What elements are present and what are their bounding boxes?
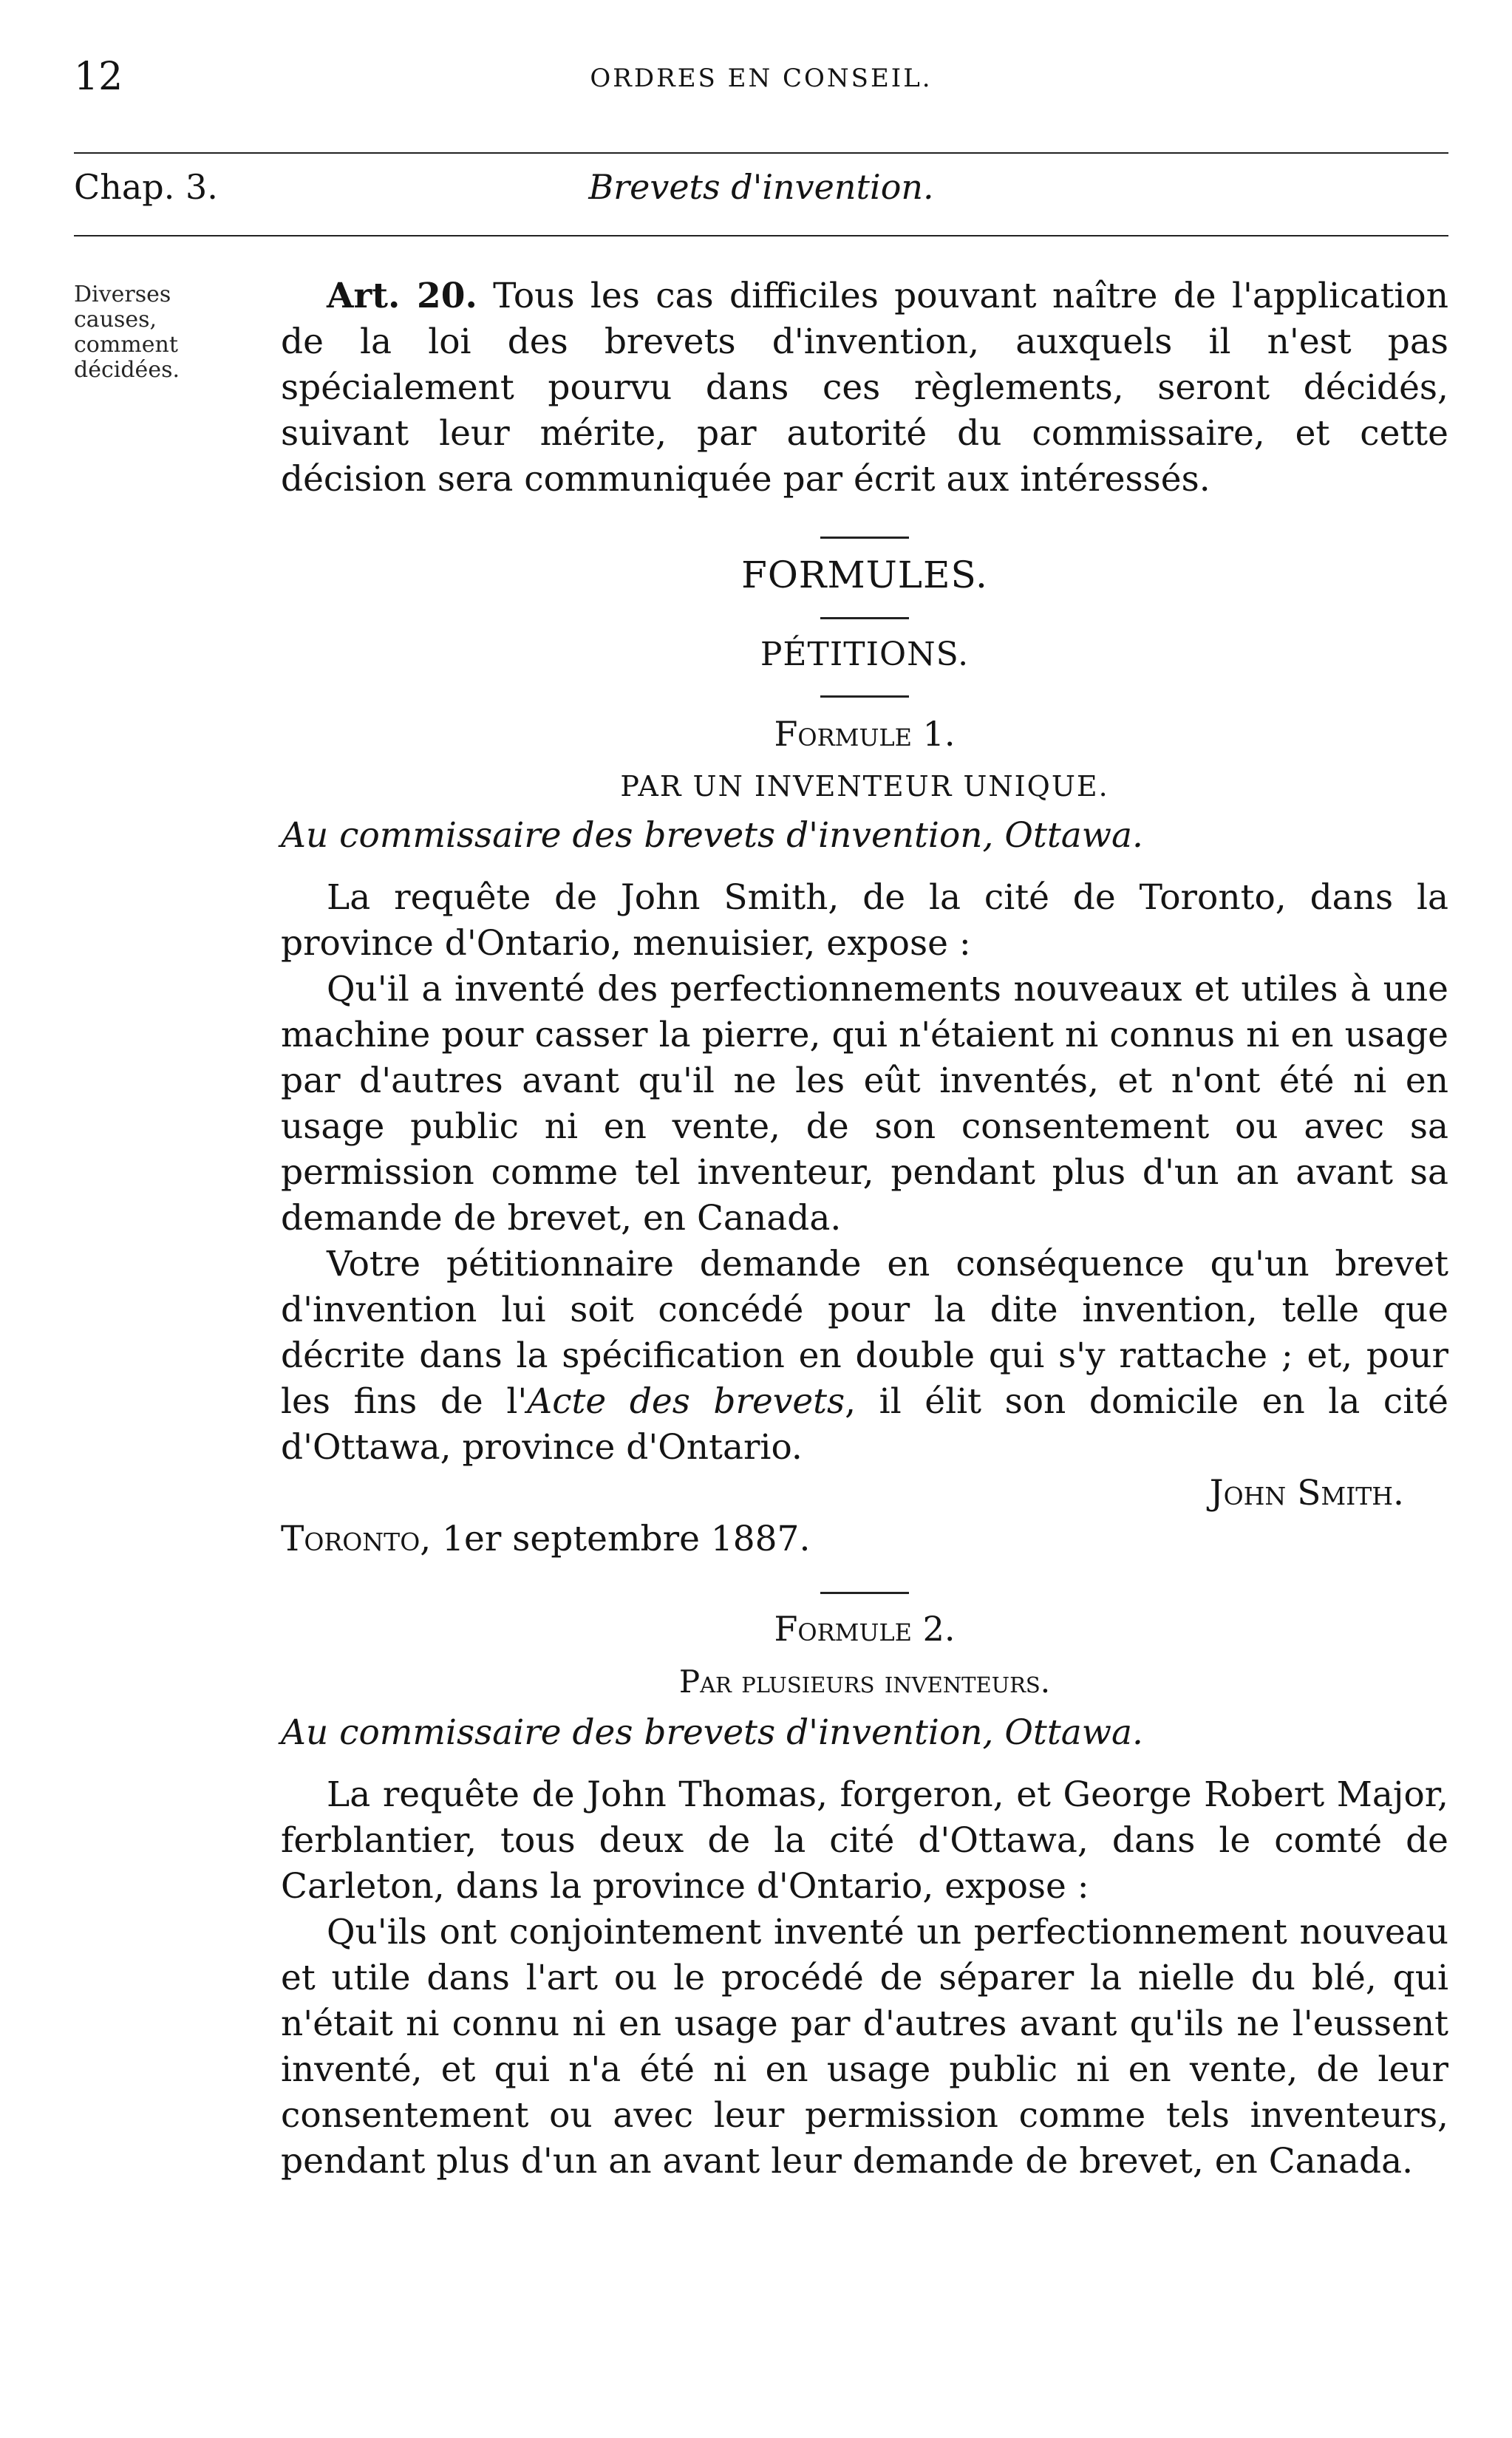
divider-1 [820,537,909,539]
formule-1-para-2: Qu'il a inventé des perfectionnements nouveaux et utiles à une machine pour casser la pierre, qui n'étaient ni connus ni en usage par d'autres avant qu'il ne les eût inventés, et n'ont été ni en usage public ni en vente, de son consentement ou avec sa permission comme tel inventeur, pendant plus d'un an avant sa demande de brevet, en Canada. [281,969,1448,1239]
header-rule-top [74,152,1448,154]
formule-2-para-2: Qu'ils ont conjointement inventé un perfectionnement nouveau et utile dans l'art ou le procédé de séparer la nielle du blé, qui n'était ni connu ni en usage par d'autres avant qu'ils ne l'eussent inventé, et qui n'a été ni en usage public ni en vente, de leur consentement ou avec leur permission comme tels inventeurs, pendant plus d'un an avant leur demande de brevet, en Canada. [281,1912,1448,2182]
formules-heading: FORMULES. [741,554,988,596]
divider-4 [820,1592,909,1594]
margin-note: Diverses causes, comment décidées. [74,282,180,383]
formule-1-title: Formule 1. [774,714,956,754]
chapter-line [74,167,1448,211]
formule-2-para-1: La requête de John Thomas, forgeron, et George Robert Major, ferblantier, tous deux de la cité d'Ottawa, dans le comté de Carleton, dans la province d'Ontario, expose : [281,1774,1448,1907]
page-number: 12 [74,55,123,99]
date-rest: , 1er septembre 1887. [420,1519,811,1559]
formule-1-signature: John Smith. [1209,1473,1404,1513]
petitions-heading: PÉTITIONS. [760,636,970,673]
divider-3 [820,695,909,698]
divider-2 [820,617,909,619]
article-text: Tous les cas difficiles pouvant naître de l'application de la loi des brevets d'invention, auxquels il n'est pas spécialement pourvu dans ces règlements, seront décidés, suivant leur mérite, par autorité du commissaire, et cette décision sera communiquée par écrit aux intéressés. [281,276,1448,500]
formule-1-para-3-a: Votre pétitionnaire demande en conséquence qu'un brevet d'invention lui soit concédé pour la dite invention, telle que décrite dans la spécification en double qui s'y rattache ; et, pour les fins de l' [281,1244,1448,1422]
formule-2-address: Au commissaire des brevets d'invention, Ottawa. [281,1712,1143,1753]
formule-1-subtitle: PAR UN INVENTEUR UNIQUE. [620,770,1109,803]
formule-2-subtitle: Par plusieurs inventeurs. [678,1664,1051,1700]
running-header [74,55,1448,99]
article-20 [281,273,1448,503]
acte-des-brevets: Acte des brevets [527,1381,845,1422]
date-place: Toronto [281,1519,420,1559]
main-content [281,273,1448,2185]
formule-1-para-3-b: , il élit son domicile en la cité d'Ottawa, province d'Ontario. [281,1381,1448,1468]
chapter-label: Chap. 3. [74,167,218,207]
formule-1-dateline [281,1516,1448,1562]
formule-1-address: Au commissaire des brevets d'invention, Ottawa. [281,815,1143,856]
formule-1-para-3 [281,1242,1448,1471]
formule-1-para-1: La requête de John Smith, de la cité de Toronto, dans la province d'Ontario, menuisier, expose : [281,877,1448,964]
formule-2-title: Formule 2. [774,1609,956,1649]
running-title: ORDRES EN CONSEIL. [590,64,933,93]
article-number: Art. 20. [327,276,477,316]
header-rule-bottom [74,235,1448,236]
section-title: Brevets d'invention. [588,167,934,207]
